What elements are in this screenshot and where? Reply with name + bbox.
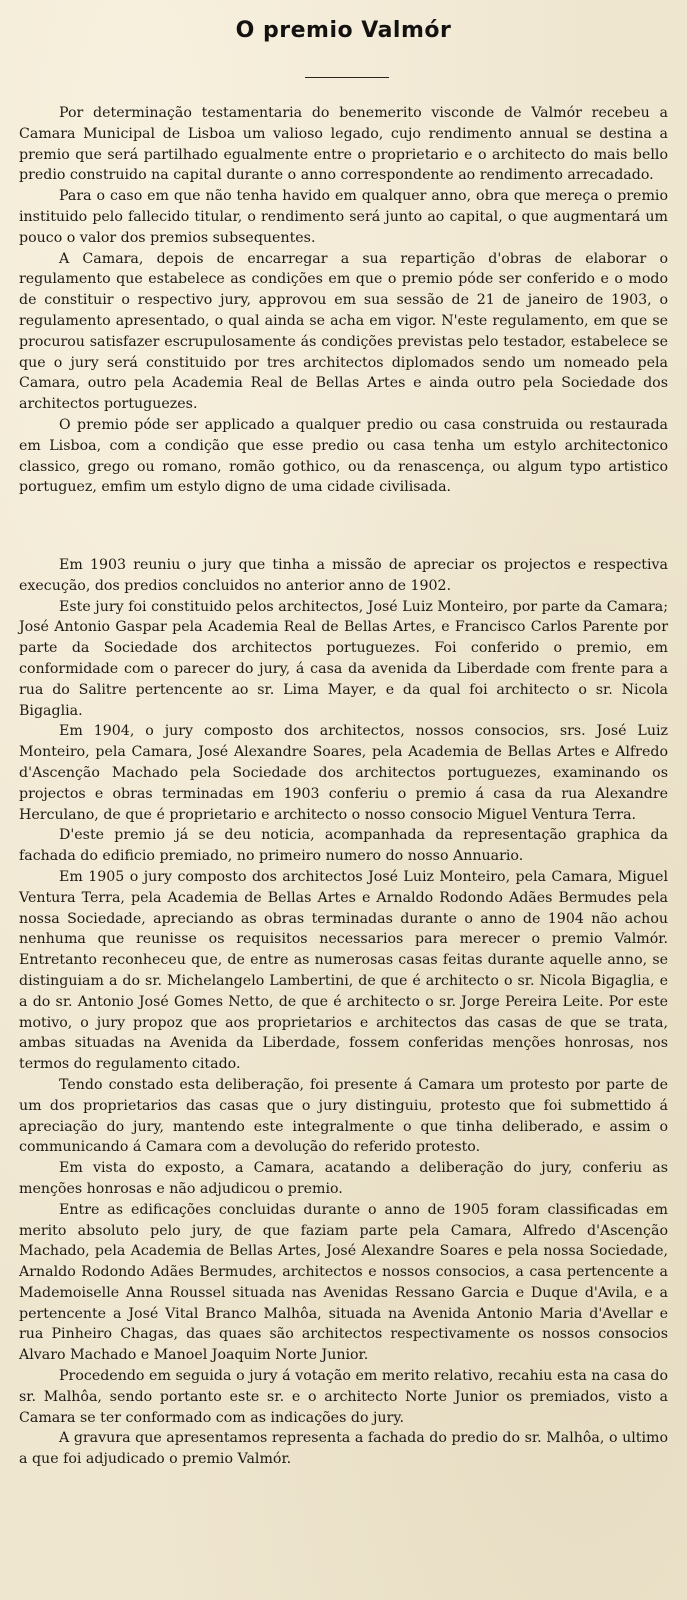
paragraph: Em 1905 o jury composto dos architectos José Luiz Monteiro, pela Camara, Miguel Ventura Terra, pela Academia de Bellas Artes e Arnaldo Rodondo Adães Bermudes pela nossa Sociedade, apreciando as obras terminadas durante o anno de 1904 não achou nenhuma que reunisse os requisitos necessarios para merecer o premio Valmór. Entretanto reconheceu que, de entre as numerosas casas feitas durante aquelle anno, se distinguiam a do sr. Michelangelo Lambertini, de que é architecto o sr. Nicola Bigaglia, e a do sr. Antonio José Gomes Netto, de que é architecto o sr. Jorge Pereira Leite. Por este motivo, o jury propoz que aos proprietarios e architectos das casas de que se trata, ambas situadas na Avenida da Liberdade, fossem conferidas menções honrosas, nos termos do regulamento citado.	[19, 868, 668, 1073]
article-title: O premio Valmór	[235, 18, 452, 43]
paragraph: Este jury foi constituido pelos architectos, José Luiz Monteiro, por parte da Camara; José Antonio Gaspar pela Academia Real de Bellas Artes, e Francisco Carlos Parente por parte da Sociedade dos architectos portuguezes. Foi conferido o premio, em conformidade com o parecer do jury, á casa da avenida da Liberdade com frente para a rua do Salitre pertencente ao sr. Lima Mayer, e da qual foi architecto o sr. Nicola Bigaglia.	[19, 598, 668, 719]
paragraph: A gravura que apresentamos representa a fachada do predio do sr. Malhôa, o ultimo a que foi adjudicado o premio Valmór.	[19, 1430, 668, 1468]
paragraph: Em 1903 reuniu o jury que tinha a missão de apreciar os projectos e respectiva execução, dos predios concluidos no anterior anno de 1902.	[19, 557, 668, 594]
paragraph: O premio póde ser applicado a qualquer predio ou casa construida ou restaurada em Lisboa, com a condição que esse predio ou casa tenha um estylo architectonico classico, grego ou romano, romão gothico, ou da renascença, ou algum typo artistico portuguez, emfim um estylo digno de uma cidade civilisada.	[19, 416, 668, 496]
text-block-intro	[19, 103, 668, 498]
paragraph: Entre as edificações concluidas durante o anno de 1905 foram classificadas em merito absoluto pelo jury, de que faziam parte pela Camara, Alfredo d'Ascenção Machado, pela Academia de Bellas Artes, José Alexandre Soares e pela nossa Sociedade, Arnaldo Rodondo Adães Bermudes, architectos e nossos consocios, a casa pertencente a Mademoiselle Anna Roussel situada nas Avenidas Ressano Garcia e Duque d'Avila, e a pertencente a José Vital Branco Malhôa, situada na Avenida Antonio Maria d'Avellar e rua Pinheiro Chagas, das quaes são architectos respectivamente os nossos consocios Alvaro Machado e Manoel Joaquim Norte Junior.	[19, 1201, 668, 1364]
paragraph: Para o caso em que não tenha havido em qualquer anno, obra que mereça o premio instituido pelo fallecido titular, o rendimento será junto ao capital, o que augmentará um pouco o valor dos premios subsequentes.	[19, 188, 668, 246]
paragraph: D'este premio já se deu noticia, acompanhada da representação graphica da fachada do edificio premiado, no primeiro numero do nosso Annuario.	[19, 827, 668, 865]
paragraph: Em 1904, o jury composto dos architectos, nossos consocios, srs. José Luiz Monteiro, pela Camara, José Alexandre Soares, pela Academia de Bellas Artes e Alfredo d'Ascenção Machado pela Sociedade dos architectos portuguezes, examinando os projectos e obras terminadas em 1903 conferiu o premio á casa da rua Alexandre Herculano, de que é proprietario e architecto o nosso consocio Miguel Ventura Terra.	[19, 723, 668, 823]
paragraph: Por determinação testamentaria do benemerito visconde de Valmór recebeu a Camara Municipal de Lisboa um valioso legado, cujo rendimento annual se destina a premio que será partilhado egualmente entre o proprietario e o architecto do mais bello predio construido na capital durante o anno correspondente ao rendimento arrecadado.	[19, 105, 668, 184]
paragraph: Procedendo em seguida o jury á votação em merito relativo, recahiu esta na casa do sr. Malhôa, sendo portanto este sr. e o architecto Norte Junior os premiados, visto a Camara se ter conformado com as indicações do jury.	[19, 1368, 668, 1426]
paragraph: Tendo constado esta deliberação, foi presente á Camara um protesto por parte de um dos proprietarios das casas que o jury distinguiu, protesto que foi submettido á apreciação do jury, mantendo este integralmente o que tinha deliberado, e assim o communicando á Camara com a devolução do referido protesto.	[19, 1076, 668, 1156]
text-block-history	[19, 555, 668, 1470]
title-divider	[305, 77, 389, 78]
paragraph: Em vista do exposto, a Camara, acatando a deliberação do jury, conferiu as menções honrosas e não adjudicou o premio.	[19, 1160, 668, 1197]
paragraph: A Camara, depois de encarregar a sua repartição d'obras de elaborar o regulamento que estabelece as condições em que o premio póde ser conferido e o modo de constituir o respectivo jury, approvou em sua sessão de 21 de janeiro de 1903, o regulamento apresentado, o qual ainda se acha em vigor. N'este regulamento, em que se procurou satisfazer escrupulosamente ás condições previstas pelo testador, estabelece se que o jury será constituido por tres architectos diplomados sendo um nomeado pela Camara, outro pela Academia Real de Bellas Artes e ainda outro pela Sociedade dos architectos portuguezes.	[19, 250, 668, 413]
